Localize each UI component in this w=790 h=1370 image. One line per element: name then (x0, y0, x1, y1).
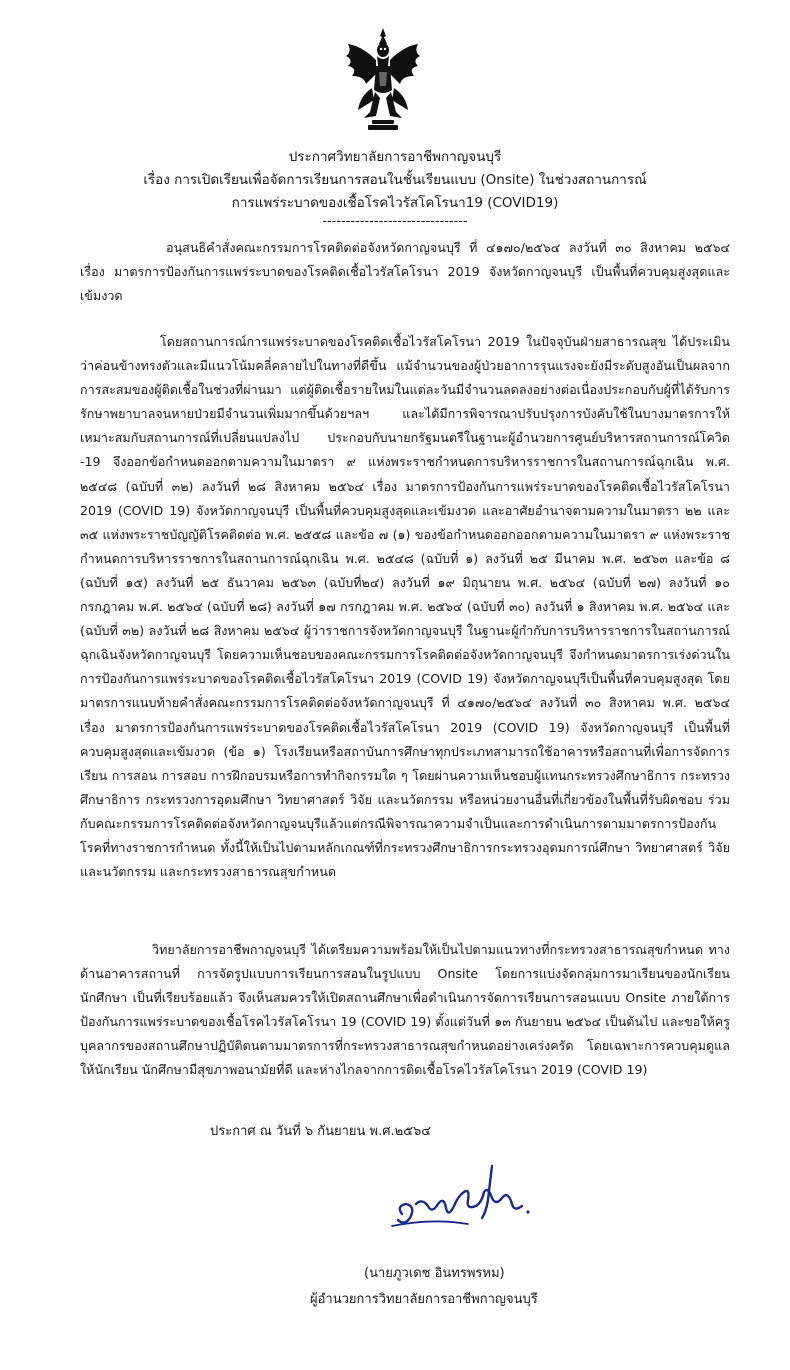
paragraph-decision (80, 938, 730, 1083)
paragraph-reference (80, 236, 730, 308)
paragraph-situation (80, 330, 730, 884)
paragraph-reference-text: อนุสนธิคำสั่งคณะกรรมการโรคติดต่อจังหวัดกาญจนบุรี ที่ ๔๑๗๐/๒๕๖๔ ลงวันที่ ๓๐ สิงหาคม ๒๕๖๔ เรื่อง มาตรการป้องกันการแพร่ระบาดของโรคติดเชื้อไวรัสโคโรนา 2019 จังหวัดกาญจนบุรี เป็นพื้นที่ควบคุมสูงสุดและเข้มงวด (80, 240, 730, 304)
signer-title: ผู้อำนวยการวิทยาลัยการอาชีพกาญจนบุรี (310, 1292, 538, 1307)
signature-icon (372, 1148, 552, 1240)
announcement-date: ประกาศ ณ วันที่ ๖ กันยายน พ.ศ.๒๕๖๔ (210, 1124, 432, 1139)
announcement-subject-cont: การแพร่ระบาดของเชื้อโรคไวรัสโคโรนา19 (COVID19) (231, 195, 559, 211)
announcement-subject: เรื่อง การเปิดเรียนเพื่อจัดการเรียนการสอนในชั้นเรียนแบบ (Onsite) ในช่วงสถานการณ์ (143, 172, 647, 188)
paragraph-situation-text: โดยสถานการณ์การแพร่ระบาดของโรคติดเชื้อไวรัสโคโรนา 2019 ในปัจจุบันฝ่ายสาธารณสุข ได้ประเมินว่าค่อนข้างทรงตัวและมีแนวโน้มคลี่คลายไปในทางที่ดีขึ้น แม้จำนวนของผู้ป่วยอาการรุนแรงจะยังมีระดับสูงอันเป็นผลจากการสะสมของผู้ติดเชื้อในช่วงที่ผ่านมา แต่ผู้ติดเชื้อรายใหม่ในแต่ละวันมีจำนวนลดลงอย่างต่อเนื่องประกอบกับผู้ที่ได้รับการรักษาพยาบาลจนหายป่วยมีจำนวนเพิ่มมากขึ้นด้วยฯลฯ และได้มีการพิจารณาปรับปรุงการบังคับใช้ในบางมาตรการให้เหมาะสมกับสถานการณ์ที่เปลี่ยนแปลงไป ประกอบกับนายกรัฐมนตรีในฐานะผู้อำนวยการศูนย์บริหารสถานการณ์โควิด -19 จึงออกข้อกำหนดออกตามความในมาตรา ๙ แห่งพระราชกำหนดการบริหารราชการในสถานการณ์ฉุกเฉิน พ.ศ. ๒๕๔๘ (ฉบับที่ ๓๒) ลงวันที่ ๒๘ สิงหาคม ๒๕๖๔ เรื่อง มาตรการป้องกันการแพร่ระบาดของโรคติดเชื้อไวรัสโคโรนา 2019 (COVID 19) จังหวัดกาญจนบุรี เป็นพื้นที่ควบคุมสูงสุดและเข้มงวด และอาศัยอำนาจตามความในมาตรา ๒๒ และ ๓๕ แห่งพระราชบัญญัติโรคติดต่อ พ.ศ. ๒๕๕๘ และข้อ ๗ (๑) ของข้อกำหนดออกออกตามความในมาตรา ๙ แห่งพระราชกำหนดการบริหารราชการในสถานการณ์ฉุกเฉิน พ.ศ. ๒๕๔๘ (ฉบับที่ ๑) ลงวันที่ ๒๕ มีนาคม พ.ศ. ๒๕๖๓ และข้อ ๘ (ฉบับที่ ๑๕) ลงวันที่ ๒๕ ธันวาคม ๒๕๖๓ (ฉบับที่๒๔) ลงวันที่ ๑๙ มิถุนายน พ.ศ. ๒๕๖๔ (ฉบับที่ ๒๗) ลงวันที่ ๑๐ กรกฎาคม พ.ศ. ๒๕๖๔ (ฉบับที่ ๒๘) ลงวันที่ ๑๗ กรกฎาคม พ.ศ. ๒๕๖๔ (ฉบับที่ ๓๐) ลงวันที่ ๑ สิงหาคม พ.ศ. ๒๕๖๔ และ (ฉบับที่ ๓๒) ลงวันที่ ๒๘ สิงหาคม ๒๕๖๔ ผู้ว่าราชการจังหวัดกาญจนบุรี ในฐานะผู้กำกับการบริหารราชการในสถานการณ์ฉุกเฉินจังหวัดกาญจนบุรี โดยความเห็นชอบของคณะกรรมการโรคติดต่อจังหวัดกาญจนบุรี จึงกำหนดมาตรการเร่งด่วนในการป้องกันการแพร่ระบาดของโรคติดเชื้อไวรัสโคโรนา 2019 (COVID 19) จังหวัดกาญจนบุรีเป็นพื้นที่ควบคุมสูงสุด โดยมาตรการแนบท้ายคำสั่งคณะกรรมการโรคติดต่อจังหวัดกาญจนบุรี ที่ ๔๑๗๐/๒๕๖๔ ลงวันที่ ๓๐ สิงหาคม พ.ศ. ๒๕๖๔ เรื่อง มาตรการป้องกันการแพร่ระบาดของโรคติดเชื้อไวรัสโคโรนา 2019 (COVID 19) จังหวัดกาญจนบุรี เป็นพื้นที่ควบคุมสูงสุดและเข้มงวด (ข้อ ๑) โรงเรียนหรือสถาบันการศึกษาทุกประเภทสามารถใช้อาคารหรือสถานที่เพื่อการจัดการเรียน การสอน การสอบ การฝึกอบรมหรือการทำกิจกรรมใด ๆ โดยผ่านความเห็นชอบผู้แทนกระทรวงศึกษาธิการ กระทรวงศึกษาธิการ กระทรวงการอุดมศึกษา วิทยาศาสตร์ วิจัย และนวัตกรรม หรือหน่วยงานอื่นที่เกี่ยวข้องในพื้นที่รับผิดชอบ ร่วมกับคณะกรรมการโรคติดต่อจังหวัดกาญจนบุรีแล้วแต่กรณีพิจารณาความจำเป็นและการดำเนินการตามมาตรการป้องกันโรคที่ทางราชการกำหนด ทั้งนี้ให้เป็นไปตามหลักเกณฑ์ที่กระทรวงศึกษาธิการกระทรวงอุดมการณ์ศึกษา วิทยาศาสตร์ วิจัย และนวัตกรรม และกระทรวงสาธารณสุขกำหนด (80, 334, 730, 880)
paragraph-decision-text: วิทยาลัยการอาชีพกาญจนบุรี ได้เตรียมความพร้อมให้เป็นไปตามแนวทางที่กระทรวงสาธารณสุขกำหนด ทางด้านอาคารสถานที่ การจัดรูปแบบการเรียนการสอนในรูปแบบ Onsite โดยการแบ่งจัดกลุ่มการมาเรียนของนักเรียน นักศึกษา เป็นที่เรียบร้อยแล้ว จึงเห็นสมควรให้เปิดสถานศึกษาเพื่อดำเนินการจัดการเรียนการสอนแบบ Onsite ภายใต้การป้องกันการแพร่ระบาดของเชื้อโรคไวรัสโคโรนา 19 (COVID 19) ตั้งแต่วันที่ ๑๓ กันยายน ๒๕๖๔ เป็นต้นไป และขอให้ครู บุคลากรของสถานศึกษาปฏิบัติตนตามมาตรการที่กระทรวงสาธารณสุขกำหนดอย่างเคร่งครัด โดยเฉพาะการควบคุมดูแลให้นักเรียน นักศึกษามีสุขภาพอนามัยที่ดี และห่างไกลจากการติดเชื้อโรคไวรัสโคโรนา 2019 (COVID 19) (80, 942, 730, 1078)
header-separator: ------------------------------- (322, 214, 468, 229)
announcement-issuer: ประกาศวิทยาลัยการอาชีพกาญจนบุรี (288, 149, 502, 165)
garuda-emblem-icon (342, 26, 424, 132)
signer-name: (นายภูวเดช อินทรพรหม) (364, 1266, 505, 1281)
